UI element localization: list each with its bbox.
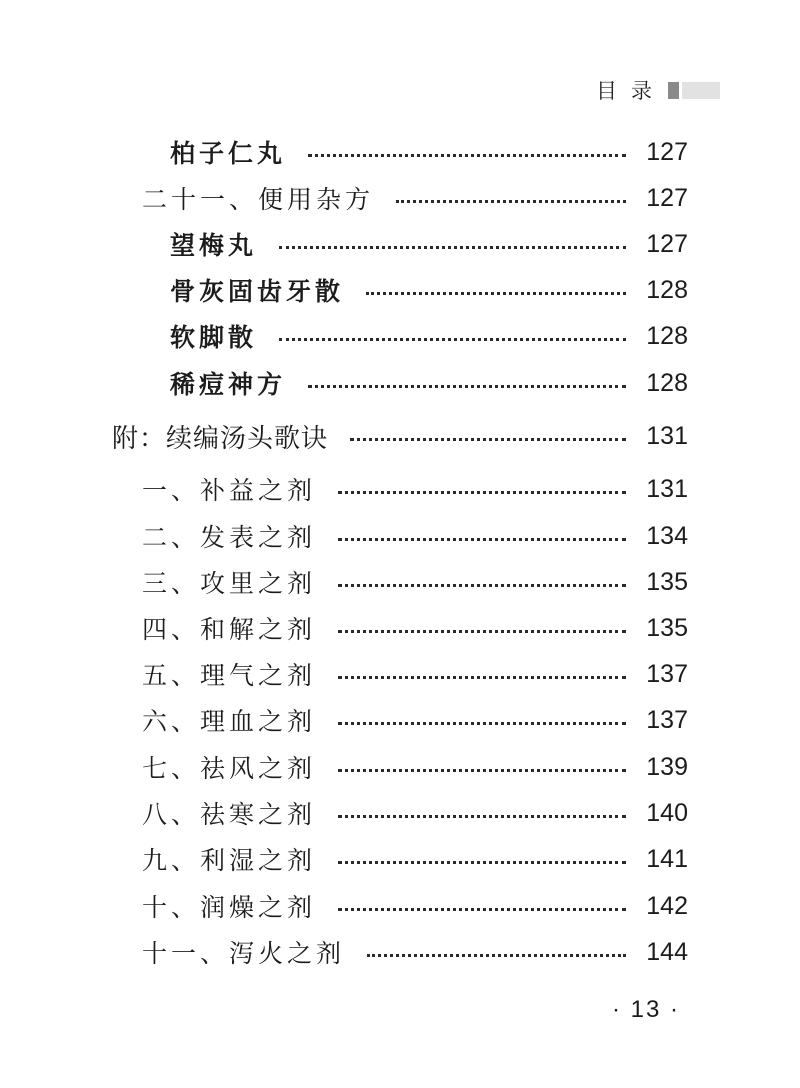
header-light-block xyxy=(682,82,720,99)
dot-leader xyxy=(338,491,626,494)
page-number: · 13 · xyxy=(612,996,681,1023)
dot-leader xyxy=(308,154,626,157)
toc-entry-page: 139 xyxy=(646,752,688,781)
toc-entry-label: 六、理血之剂 xyxy=(142,707,317,736)
toc-entry-page: 137 xyxy=(646,659,688,688)
toc-entry-page: 131 xyxy=(646,421,688,450)
toc-entry-label: 二、发表之剂 xyxy=(142,523,317,552)
toc-entry-page: 128 xyxy=(646,321,688,350)
dot-leader xyxy=(338,908,626,911)
toc-entry-label: 四、和解之剂 xyxy=(142,615,317,644)
toc-entry-label: 九、利湿之剂 xyxy=(142,846,317,875)
dot-leader xyxy=(367,954,626,957)
toc-entry-page: 128 xyxy=(646,275,688,304)
toc-entry-label: 五、理气之剂 xyxy=(142,661,317,690)
toc-entry-label: 七、祛风之剂 xyxy=(142,754,317,783)
toc-entry xyxy=(170,132,688,172)
toc-entry xyxy=(170,224,688,264)
dot-leader xyxy=(338,722,626,725)
toc-entry xyxy=(170,270,688,310)
toc-entry-label: 稀痘神方 xyxy=(170,370,287,399)
header-dark-block xyxy=(668,82,679,99)
toc-entry xyxy=(142,562,688,602)
toc-entry xyxy=(142,793,688,833)
toc-entry-label: 柏子仁丸 xyxy=(170,139,287,168)
dot-leader xyxy=(279,338,626,341)
toc-entry xyxy=(142,469,688,509)
dot-leader xyxy=(338,861,626,864)
toc-entry xyxy=(142,178,688,218)
dot-leader xyxy=(338,815,626,818)
toc-entry-page: 127 xyxy=(646,137,688,166)
toc-entry-label: 一、补益之剂 xyxy=(142,476,317,505)
running-header-title: 目录 xyxy=(596,79,666,103)
toc-entry-label: 八、祛寒之剂 xyxy=(142,800,317,829)
toc-entry-page: 128 xyxy=(646,368,688,397)
toc-entry-page: 135 xyxy=(646,613,688,642)
dot-leader xyxy=(338,676,626,679)
toc-entry-label: 附：续编汤头歌诀 xyxy=(112,423,329,454)
dot-leader xyxy=(366,292,626,295)
toc-entry xyxy=(142,839,688,879)
dot-leader xyxy=(338,538,626,541)
dot-leader xyxy=(350,438,626,441)
toc-entry-page: 135 xyxy=(646,567,688,596)
dot-leader xyxy=(338,584,626,587)
dot-leader xyxy=(338,630,626,633)
toc-entry-label: 十一、泻火之剂 xyxy=(142,939,346,968)
toc-entry-label: 二十一、便用杂方 xyxy=(142,185,375,214)
toc-entry-page: 127 xyxy=(646,183,688,212)
toc-entry-page: 144 xyxy=(646,937,688,966)
dot-leader xyxy=(396,200,626,203)
toc-entry-page: 142 xyxy=(646,891,688,920)
toc-entry xyxy=(170,316,688,356)
toc-entry-label: 骨灰固齿牙散 xyxy=(170,277,345,306)
toc-entry-label: 三、攻里之剂 xyxy=(142,569,317,598)
toc-entry-page: 127 xyxy=(646,229,688,258)
toc-appendix-heading xyxy=(112,416,688,456)
dot-leader xyxy=(308,385,626,388)
toc-entry-page: 137 xyxy=(646,705,688,734)
toc-entry xyxy=(142,654,688,694)
dot-leader xyxy=(279,246,626,249)
toc-entry xyxy=(142,747,688,787)
toc-entry-label: 望梅丸 xyxy=(170,231,258,260)
toc-entry-label: 十、润燥之剂 xyxy=(142,893,317,922)
toc-entry xyxy=(142,700,688,740)
toc-entry xyxy=(142,608,688,648)
toc-entry-label: 软脚散 xyxy=(170,323,258,352)
toc-entry-page: 131 xyxy=(646,474,688,503)
toc-entry xyxy=(170,363,688,403)
toc-entry-page: 134 xyxy=(646,521,688,550)
dot-leader xyxy=(338,769,626,772)
toc-entry-page: 141 xyxy=(646,844,688,873)
toc-entry xyxy=(142,932,688,972)
toc-entry xyxy=(142,886,688,926)
toc-entry-page: 140 xyxy=(646,798,688,827)
toc-entry xyxy=(142,516,688,556)
running-header xyxy=(596,72,720,108)
